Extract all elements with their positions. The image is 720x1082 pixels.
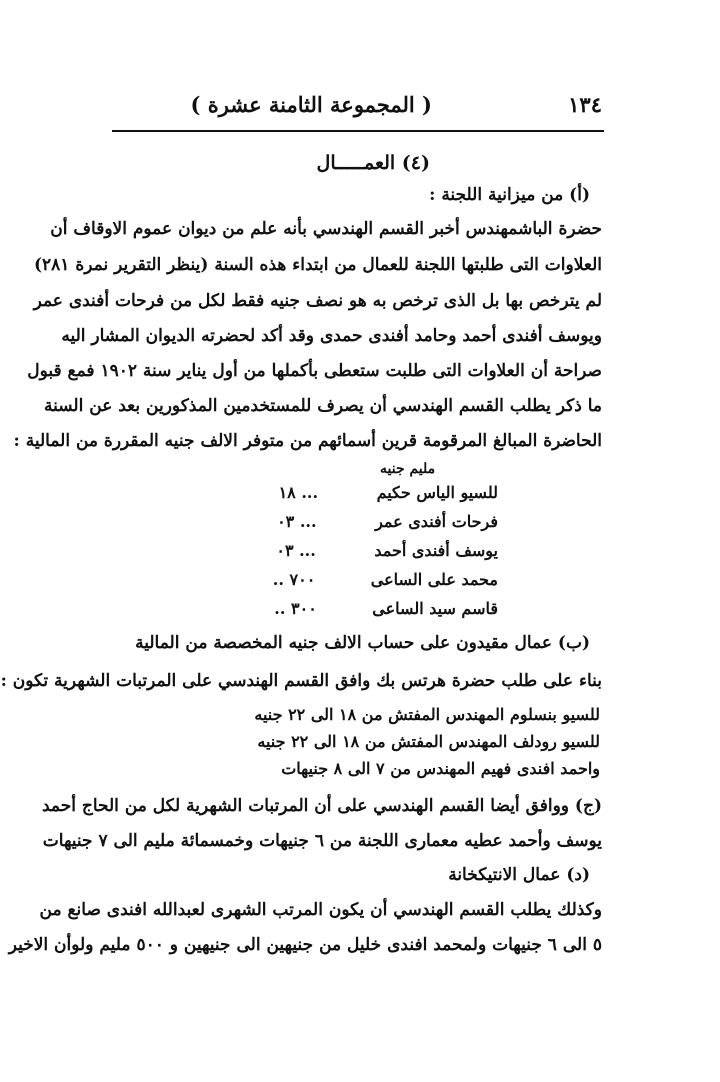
para-a-line: حضرة الباشمهندس أخبر القسم الهندسي بأنه علم من ديوان عموم الاوقاف أن bbox=[50, 219, 602, 239]
list-item: للسيو رودلف المهندس المفتش من ١٨ الى ٢٢ جنيه bbox=[257, 732, 600, 751]
para-a-line: صراحة أن العلاوات التى طلبت ستعطى بأكملها من أول يناير سنة ١٩٠٢ فمع قبول bbox=[27, 361, 602, 381]
list-item: للسيو بنسلوم المهندس المفتش من ١٨ الى ٢٢ جنيه bbox=[254, 705, 600, 724]
list-item bbox=[279, 480, 498, 506]
para-c-line: (ج) ووافق أيضا القسم الهندسي على أن المرتبات الشهرية لكل من الحاج أحمد bbox=[41, 796, 602, 816]
section-heading: (٤) العمـــــال bbox=[316, 152, 430, 174]
para-a-line: الحاضرة المبالغ المرقومة قرين أسمائهم من متوفر الالف جنيه المقررة من المالية : bbox=[13, 431, 602, 451]
list-item bbox=[277, 509, 498, 535]
item-name: يوسف أفندى أحمد bbox=[374, 541, 498, 560]
para-a-line: ما ذكر يطلب القسم الهندسي أن يصرف للمستخدمين المذكورين بعد عن السنة bbox=[44, 396, 602, 416]
item-name: للسيو الياس حكيم bbox=[376, 483, 498, 502]
item-name: قاسم سيد الساعى bbox=[372, 599, 498, 618]
subsection-d-heading: (د) عمال الانتيكخانة bbox=[448, 865, 590, 885]
item-amount: ٠٣ ... bbox=[277, 512, 317, 531]
item-name: فرحات أفندى عمر bbox=[375, 512, 498, 531]
header-rule bbox=[112, 130, 604, 132]
para-a-line: ويوسف أفندى أحمد وحامد أفندى حمدى وقد أكد لحضرته الديوان المشار اليه bbox=[61, 326, 602, 346]
item-amount: .. ٣٠٠ bbox=[274, 599, 317, 618]
para-d-line: وكذلك يطلب القسم الهندسي أن يكون المرتب الشهرى لعبدالله افندى صانع من bbox=[39, 900, 602, 920]
subsection-a-heading: (أ) من ميزانية اللجنة : bbox=[429, 185, 590, 205]
item-amount: .. ٧٠٠ bbox=[272, 570, 316, 589]
list-item bbox=[273, 567, 498, 593]
list-item bbox=[274, 596, 498, 622]
subsection-b-heading: (ب) عمال مقيدون على حساب الالف جنيه المخصصة من المالية bbox=[135, 633, 590, 653]
list-item: واحمد افندى فهيم المهندس من ٧ الى ٨ جنيهات bbox=[281, 759, 600, 778]
para-a-line: لم يترخص بها بل الذى ترخص به هو نصف جنيه فقط لكل من فرحات أفندى عمر bbox=[33, 291, 602, 311]
para-b-line: بناء على طلب حضرة هرتس بك وافق القسم الهندسي على المرتبات الشهرية تكون : bbox=[0, 671, 602, 691]
list-item bbox=[276, 538, 498, 564]
para-a-line: العلاوات التى طلبتها اللجنة للعمال من ابتداء هذه السنة (ينظر التقرير نمرة ٢٨١) bbox=[34, 255, 602, 275]
item-amount: ٠٣ ... bbox=[276, 541, 316, 560]
para-c-line: يوسف وأحمد عطيه معمارى اللجنة من ٦ جنيهات وخمسمائة مليم الى ٧ جنيهات bbox=[42, 831, 602, 851]
item-name: محمد على الساعى bbox=[370, 570, 498, 589]
column-header: مليم جنيه bbox=[380, 461, 436, 477]
page-number: ١٣٤ bbox=[568, 92, 602, 117]
page-header bbox=[112, 92, 602, 126]
item-amount: ١٨ ... bbox=[278, 483, 319, 502]
header-title: ( المجموعة الثامنة عشرة ) bbox=[190, 92, 432, 117]
para-d-line: ٥ الى ٦ جنيهات ولمحمد افندى خليل من جنيهين الى جنيهين و ٥٠٠ مليم ولوأن الاخير bbox=[8, 935, 602, 955]
